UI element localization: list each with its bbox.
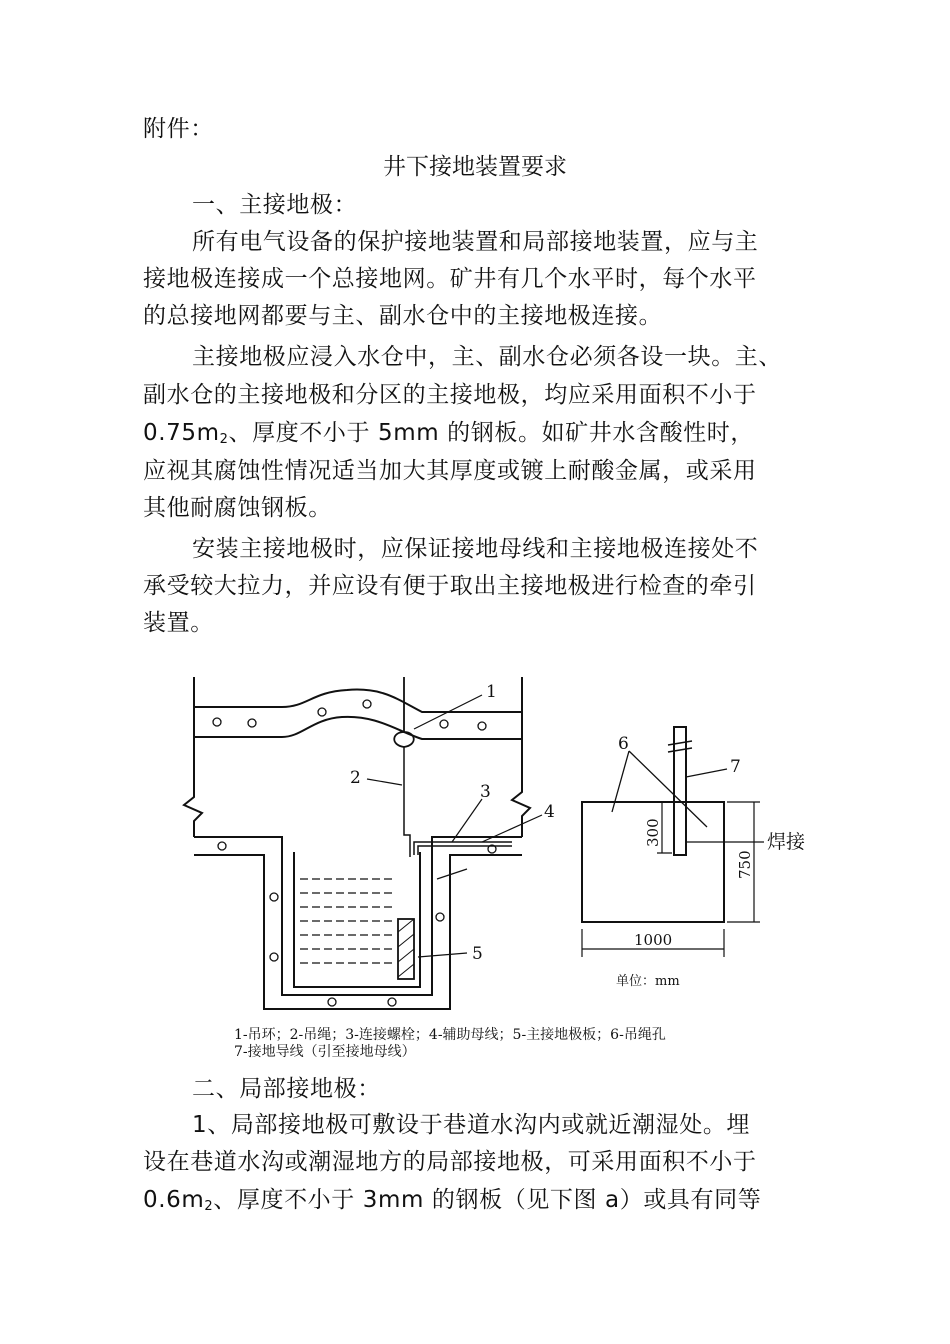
label-7: 7: [730, 757, 741, 777]
plate-hatch: [398, 919, 414, 977]
label-3: 3: [480, 782, 491, 802]
dim-1000: 1000: [634, 931, 673, 949]
label-4: 4: [544, 802, 555, 822]
area-value: 0.6m: [143, 1187, 205, 1213]
label-2: 2: [350, 768, 361, 788]
aux-busbar: [414, 842, 512, 855]
figure-caption-line-1: 1-吊环；2-吊绳；3-连接螺栓；4-辅助母线；5-主接地极板；6-吊绳孔: [234, 1027, 666, 1043]
gravel: [270, 893, 278, 901]
paragraph-line: [143, 1185, 761, 1222]
paragraph-line: 应视其腐蚀性情况适当加大其厚度或镀上耐酸金属，或采用: [143, 458, 757, 484]
water-line: [300, 879, 392, 963]
suspension-rope: [394, 677, 414, 747]
label-6: 6: [618, 734, 629, 754]
paragraph-line: [143, 418, 754, 455]
wire-break: [668, 741, 692, 752]
right-wall: [512, 677, 530, 837]
unit-label: 单位：mm: [616, 974, 680, 989]
floor-line: [194, 837, 522, 995]
paragraph-line: 接地极连接成一个总接地网。矿井有几个水平时，每个水平: [143, 266, 757, 292]
dim-750: 750: [736, 850, 754, 879]
grounding-diagram: [182, 657, 846, 1067]
grounding-figure: [182, 657, 846, 1067]
gravel: [363, 700, 371, 708]
gravel: [440, 720, 448, 728]
paragraph-line: 承受较大拉力，并应设有便于取出主接地极进行检查的牵引: [143, 573, 757, 599]
gravel: [478, 722, 486, 730]
gravel: [213, 718, 221, 726]
ground-wire-7: [674, 727, 686, 855]
figure-caption-line-2: 7-接地导线（引至接地母线）: [234, 1044, 416, 1060]
gravel: [388, 998, 396, 1006]
paragraph-line: 主接地极应浸入水仓中，主、副水仓必须各设一块。主、: [192, 344, 782, 370]
ground-underside: [194, 717, 522, 739]
leader-3: [452, 799, 482, 842]
ground-surface-left: [194, 690, 522, 712]
gravel: [328, 998, 336, 1006]
dim-300: 300: [644, 818, 662, 847]
paragraph-line: 设在巷道水沟或潮湿地方的局部接地极，可采用面积不小于: [143, 1149, 757, 1175]
attachment-label: 附件：: [143, 116, 214, 142]
paragraph-line: 副水仓的主接地极和分区的主接地极，均应采用面积不小于: [143, 382, 757, 408]
gravel: [218, 842, 226, 850]
leader-6-lines: [612, 751, 707, 827]
paragraph-text: 、厚度不小于 3mm 的钢板（见下图 a）或具有同等: [213, 1187, 762, 1213]
leader-5: [418, 953, 467, 957]
label-5: 5: [472, 944, 483, 964]
unit-superscript: 2: [219, 432, 229, 447]
paragraph-line: 1、局部接地极可敷设于巷道水沟内或就近潮湿处。埋: [192, 1112, 751, 1138]
paragraph-line: 安装主接地极时，应保证接地母线和主接地极连接处不: [192, 536, 759, 562]
gravel: [270, 953, 278, 961]
section-heading-main-electrode: 一、主接地极：: [192, 192, 358, 218]
paragraph-line: 的总接地网都要与主、副水仓中的主接地极连接。: [143, 303, 663, 329]
area-value: 0.75m: [143, 420, 220, 446]
paragraph-line: 所有电气设备的保护接地装置和局部接地装置，应与主: [192, 229, 759, 255]
left-wall: [184, 677, 202, 837]
leader-7: [686, 769, 727, 777]
section-heading-local-electrode: 二、局部接地极：: [192, 1076, 381, 1102]
gravel: [248, 719, 256, 727]
label-1: 1: [486, 682, 497, 702]
rope-line: [404, 747, 410, 857]
paragraph-text: 、厚度不小于 5mm 的钢板。如矿井水含酸性时，: [228, 420, 754, 446]
leader-2: [367, 779, 402, 785]
floor-underside: [194, 855, 522, 1009]
gravel: [318, 708, 326, 716]
paragraph-line: 装置。: [143, 610, 214, 636]
page-title: 井下接地装置要求: [383, 154, 567, 180]
unit-superscript: 2: [204, 1199, 214, 1214]
gravel: [436, 913, 444, 921]
weld-label: 焊接: [767, 831, 806, 853]
paragraph-line: 其他耐腐蚀钢板。: [143, 495, 332, 521]
leader-6: [437, 869, 467, 879]
